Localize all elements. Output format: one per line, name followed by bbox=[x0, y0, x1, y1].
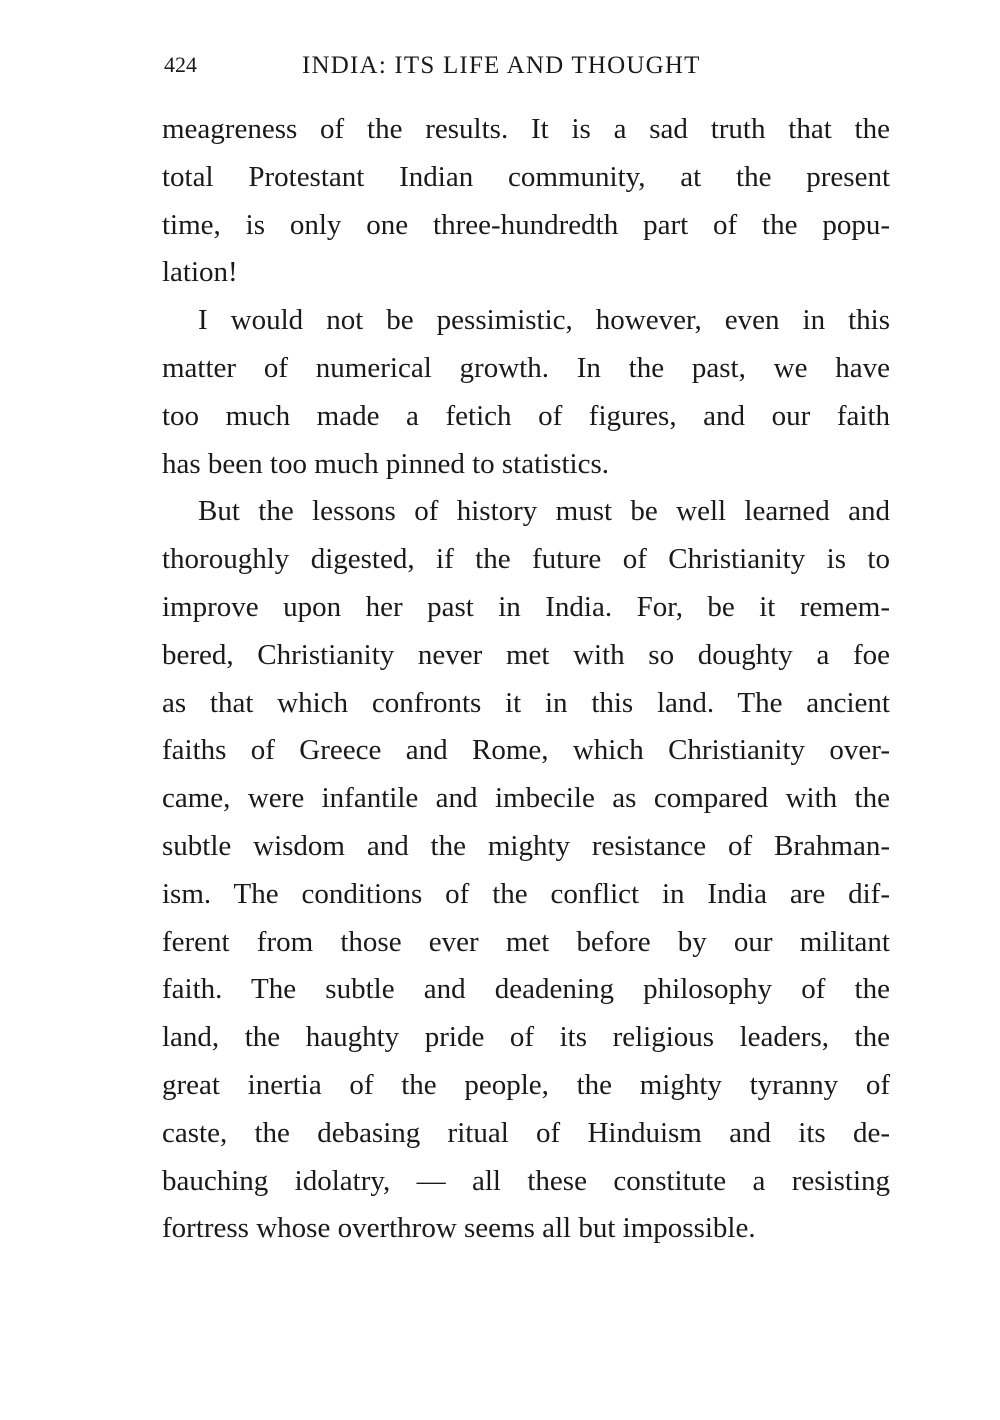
text-line: as that which confronts it in this land. The ancient bbox=[162, 686, 890, 719]
paragraph-3 bbox=[162, 488, 890, 1253]
text-line: subtle wisdom and the mighty resistance of Brahman- bbox=[162, 829, 890, 862]
text-line: But the lessons of history must be well learned and bbox=[198, 495, 890, 528]
text-line: improve upon her past in India. For, be it remem- bbox=[162, 590, 890, 623]
text-line: caste, the debasing ritual of Hinduism and its de- bbox=[162, 1116, 890, 1149]
text-line: matter of numerical growth. In the past, we have bbox=[162, 351, 890, 384]
paragraph-2 bbox=[162, 297, 890, 488]
text-line: time, is only one three-hundredth part of the popu- bbox=[162, 208, 890, 241]
page-header bbox=[160, 52, 890, 86]
text-line: thoroughly digested, if the future of Christianity is to bbox=[162, 543, 890, 576]
text-line: has been too much pinned to statistics. bbox=[162, 447, 610, 480]
text-line: bered, Christianity never met with so doughty a foe bbox=[162, 638, 890, 671]
text-line: bauching idolatry, — all these constitute a resisting bbox=[162, 1164, 890, 1197]
paragraph-1 bbox=[162, 106, 890, 297]
page-number: 424 bbox=[164, 52, 197, 77]
text-line: ism. The conditions of the conflict in India are dif- bbox=[162, 877, 890, 910]
text-line: lation! bbox=[162, 256, 238, 289]
body-text bbox=[162, 106, 890, 1253]
text-line: fortress whose overthrow seems all but impossible. bbox=[162, 1212, 756, 1245]
text-line: total Protestant Indian community, at the present bbox=[162, 160, 890, 193]
text-line: faiths of Greece and Rome, which Christianity over- bbox=[162, 734, 890, 767]
text-line: I would not be pessimistic, however, even in this bbox=[198, 304, 890, 337]
text-line: meagreness of the results. It is a sad truth that the bbox=[162, 113, 890, 145]
text-line: land, the haughty pride of its religious leaders, the bbox=[162, 1021, 890, 1054]
running-head: INDIA: ITS LIFE AND THOUGHT bbox=[302, 52, 701, 79]
text-line: faith. The subtle and deadening philosophy of the bbox=[162, 973, 890, 1006]
text-line: great inertia of the people, the mighty tyranny of bbox=[162, 1068, 890, 1101]
text-line: too much made a fetich of figures, and our faith bbox=[162, 399, 890, 432]
text-line: ferent from those ever met before by our militant bbox=[162, 925, 890, 958]
text-line: came, were infantile and imbecile as compared with the bbox=[162, 782, 890, 815]
